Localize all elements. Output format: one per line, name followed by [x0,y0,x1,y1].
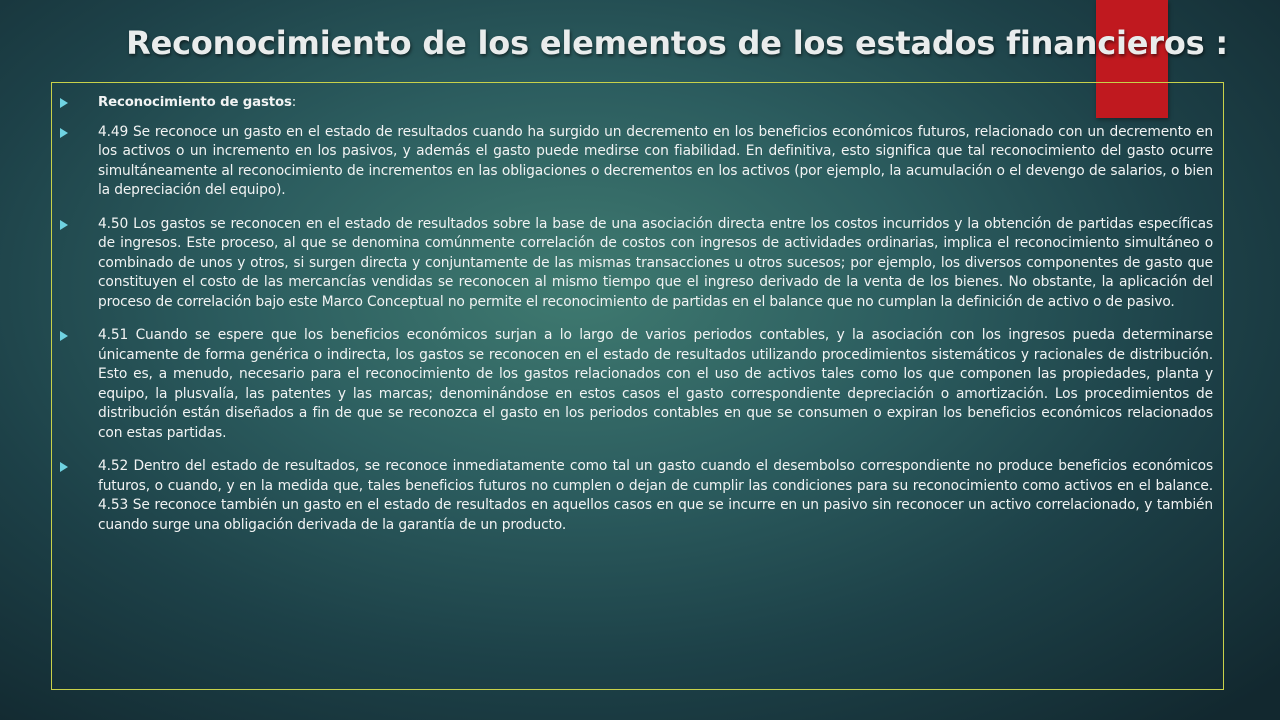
slide-title: Reconocimiento de los elementos de los estados financieros : [126,24,1228,62]
list-item-heading [60,93,1213,113]
heading-suffix: : [291,95,297,110]
triangle-bullet-icon [60,462,68,472]
heading-label: Reconocimiento de gastos [98,95,292,110]
paragraph-4-52: 4.52 Dentro del estado de resultados, se reconoce inmediatamente como tal un gasto cuando el desembolso correspondiente no produce beneficios económicos futuros, o cuando, y en la medida que, tales beneficios futuros no cumplen o dejan de cumplir las condiciones para su reconocimiento como activos en el balance. 4.53 Se reconoce también un gasto en el estado de resultados en aquellos casos en que se incurre en un pasivo sin reconocer un activo correlacionado, y también cuando surge una obligación derivada de la garantía de un producto. [98,458,1213,533]
list-item-4-50 [60,215,1213,313]
triangle-bullet-icon [60,220,68,230]
triangle-bullet-icon [60,98,68,108]
triangle-bullet-icon [60,331,68,341]
content-box [51,82,1224,690]
list-item-4-49 [60,123,1213,201]
triangle-bullet-icon [60,128,68,138]
list-item-4-51 [60,326,1213,443]
paragraph-4-49: 4.49 Se reconoce un gasto en el estado de resultados cuando ha surgido un decremento en los beneficios económicos futuros, relacionado con un decremento en los activos o un incremento en los pasivos, y además el gasto puede medirse con fiabilidad. En definitiva, esto significa que tal reconocimiento del gasto ocurre simultáneamente al reconocimiento de incrementos en las obligaciones o decrementos en los activos (por ejemplo, la acumulación o el devengo de salarios, o bien la depreciación del equipo). [98,123,1213,198]
paragraph-4-51: 4.51 Cuando se espere que los beneficios económicos surjan a lo largo de varios periodos contables, y la asociación con los ingresos pueda determinarse únicamente de forma genérica o indirecta, los gastos se reconocen en el estado de resultados utilizando procedimientos sistemáticos y racionales de distribución. Esto es, a menudo, necesario para el reconocimiento de los gastos relacionados con el uso de activos tales como los que componen las propiedades, planta y equipo, la plusvalía, las patentes y las marcas; denominándose en estos casos el gasto correspondiente depreciación o amortización. Los procedimientos de distribución están diseñados a fin de que se reconozca el gasto en los periodos contables en que se consumen o expiran los beneficios económicos relacionados con estas partidas. [98,327,1213,441]
list-item-4-52 [60,457,1213,535]
paragraph-4-50: 4.50 Los gastos se reconocen en el estado de resultados sobre la base de una asociación directa entre los costos incurridos y la obtención de partidas específicas de ingresos. Este proceso, al que se denomina comúnmente correlación de costos con ingresos de actividades ordinarias, implica el reconocimiento simultáneo o combinado de unos y otros, si surgen directa y conjuntamente de las mismas transacciones u otros sucesos; por ejemplo, los diversos componentes de gasto que constituyen el costo de las mercancías vendidas se reconocen al mismo tiempo que el ingreso derivado de la venta de los bienes. No obstante, la aplicación del proceso de correlación bajo este Marco Conceptual no permite el reconocimiento de partidas en el balance que no cumplan la definición de activo o de pasivo. [98,215,1213,310]
